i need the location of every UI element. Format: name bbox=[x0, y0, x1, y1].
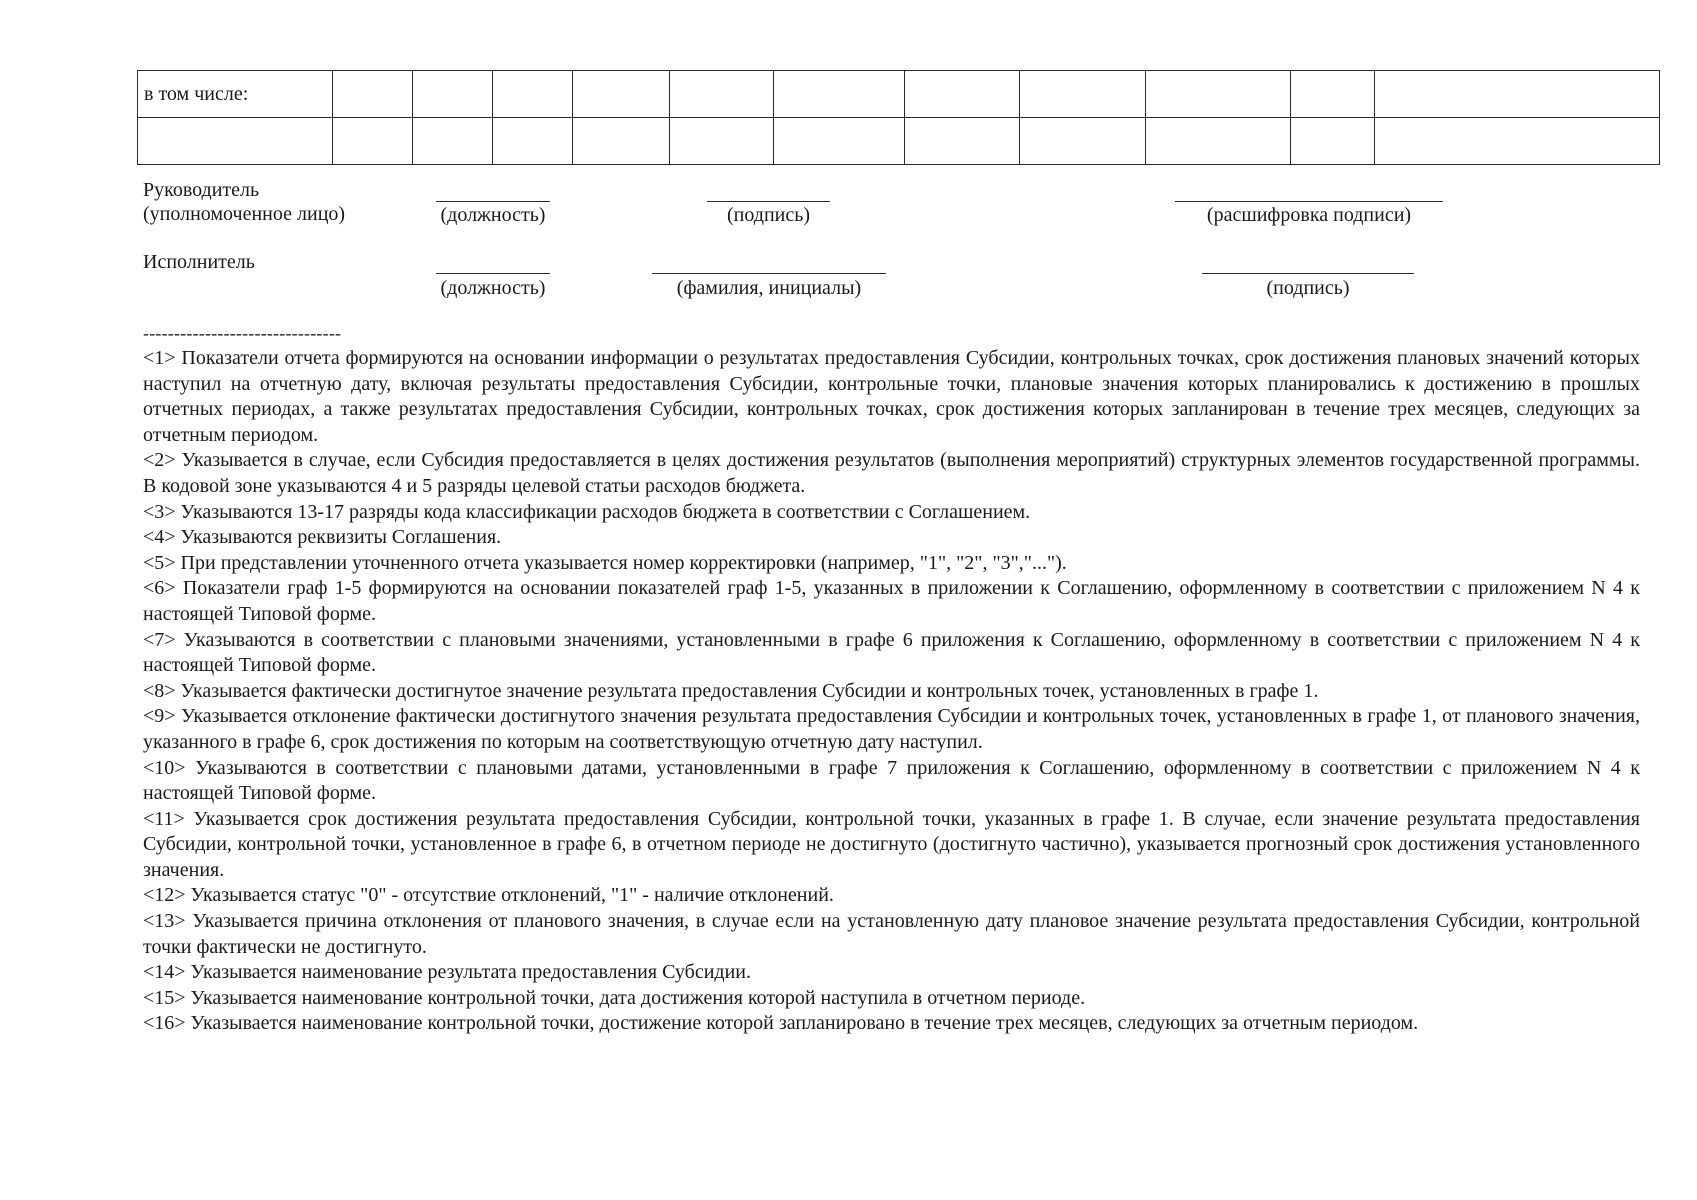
footnote-item: <2> Указывается в случае, если Субсидия предоставляется в целях достижения результатов (выполнения мероприятий) структурных элементов государственной программы. В кодовой зоне указываются 4 и 5 разряды целевой статьи расходов бюджета. bbox=[143, 449, 1640, 497]
footnote-item: <13> Указывается причина отклонения от планового значения, в случае если на установленную дату плановое значение результата предоставления Субсидии, контрольной точки фактически не достигнуто. bbox=[143, 910, 1640, 958]
table-cell bbox=[1375, 71, 1660, 118]
footnote-item: <16> Указывается наименование контрольной точки, достижение которой запланировано в течение трех месяцев, следующих за отчетным периодом. bbox=[143, 1012, 1419, 1035]
table-row bbox=[138, 71, 1660, 118]
head-label-line1: Руководитель bbox=[143, 179, 260, 201]
executor-signature-caption: (подпись) bbox=[1266, 277, 1350, 299]
head-signature-line[interactable] bbox=[707, 201, 830, 202]
head-signature-caption: (подпись) bbox=[726, 204, 811, 226]
footnote-separator: -------------------------------- bbox=[143, 323, 342, 343]
executor-label: Исполнитель bbox=[143, 251, 255, 273]
head-label-line2: (уполномоченное лицо) bbox=[143, 203, 346, 225]
footnote-item: <14> Указывается наименование результата предоставления Субсидии. bbox=[143, 961, 751, 984]
head-position-caption: (должность) bbox=[440, 204, 546, 226]
table-cell bbox=[333, 118, 413, 165]
table-cell bbox=[493, 118, 573, 165]
footnote-item: <12> Указывается статус "0" - отсутствие отклонений, "1" - наличие отклонений. bbox=[143, 884, 834, 907]
table-cell bbox=[413, 71, 493, 118]
executor-name-line[interactable] bbox=[652, 273, 886, 274]
table-cell: в том числе: bbox=[138, 71, 333, 118]
head-position-line[interactable] bbox=[436, 201, 550, 202]
head-decoding-caption: (расшифровка подписи) bbox=[1206, 204, 1412, 226]
report-table bbox=[137, 70, 1660, 165]
footnote-item: <15> Указывается наименование контрольной точки, дата достижения которой наступила в отчетном периоде. bbox=[143, 986, 1086, 1009]
table-cell bbox=[670, 118, 774, 165]
table-cell bbox=[138, 118, 333, 165]
table-cell bbox=[774, 71, 905, 118]
executor-position-caption: (должность) bbox=[440, 277, 546, 299]
footnote-item: <9> Указывается отклонение фактически достигнутого значения результата предоставления Субсидии и контрольных точек, установленных в графе 1, от планового значения, указанного в графе 6, срок достижения по которым на соответствующую отчетную дату наступил. bbox=[143, 705, 1640, 753]
footnote-item: <4> Указываются реквизиты Соглашения. bbox=[143, 526, 502, 549]
footnote-item: <11> Указывается срок достижения результата предоставления Субсидии, контрольной точки, указанных в графе 1. В случае, если значение результата предоставления Субсидии, контрольной точки, установленное в графе 6, в отчетном периоде не достигнуто (достигнуто частично), указывается прогнозный срок достижения установленного значения. bbox=[143, 807, 1640, 881]
head-decoding-line[interactable] bbox=[1175, 201, 1443, 202]
footnote-item: <7> Указываются в соответствии с плановыми значениями, установленными в графе 6 приложения к Соглашению, оформленному в соответствии с приложением N 4 к настоящей Типовой форме. bbox=[143, 628, 1640, 677]
table-body bbox=[138, 71, 1660, 165]
executor-name-caption: (фамилия, инициалы) bbox=[676, 277, 862, 299]
table-cell bbox=[1146, 71, 1291, 118]
table-cell bbox=[670, 71, 774, 118]
table-cell bbox=[493, 71, 573, 118]
table-cell bbox=[1020, 71, 1146, 118]
footnotes bbox=[143, 346, 1640, 1037]
table-cell bbox=[1291, 118, 1375, 165]
footnote-item: <5> При представлении уточненного отчета указывается номер корректировки (например, "1", "2", "3","..."). bbox=[143, 551, 1067, 574]
footnote-item: <10> Указываются в соответствии с плановыми датами, установленными в графе 7 приложения к Соглашению, оформленному в соответствии с приложением N 4 к настоящей Типовой форме. bbox=[143, 756, 1640, 805]
table-cell bbox=[1291, 71, 1375, 118]
table-cell bbox=[1020, 118, 1146, 165]
table-cell bbox=[905, 118, 1020, 165]
executor-signature-line[interactable] bbox=[1202, 273, 1414, 274]
footnote-item: <8> Указывается фактически достигнутое значение результата предоставления Субсидии и контрольных точек, установленных в графе 1. bbox=[143, 679, 1319, 702]
table-row bbox=[138, 118, 1660, 165]
table-cell bbox=[573, 71, 670, 118]
executor-position-line[interactable] bbox=[436, 273, 550, 274]
table-cell bbox=[333, 71, 413, 118]
table-cell bbox=[1375, 118, 1660, 165]
table-cell bbox=[413, 118, 493, 165]
footnote-item: <6> Показатели граф 1-5 формируются на основании показателей граф 1-5, указанных в приложении к Соглашению, оформленному в соответствии с приложением N 4 к настоящей Типовой форме. bbox=[143, 577, 1640, 625]
head-label bbox=[143, 178, 345, 226]
table-cell bbox=[905, 71, 1020, 118]
footnote-item: <1> Показатели отчета формируются на основании информации о результатах предоставления Субсидии, контрольных точках, срок достижения плановых значений которых наступил на отчетную дату, включая результаты предоставления Субсидии, контрольные точки, плановые значения которых планировались к достижению в прошлых отчетных периодах, а также результатах предоставления Субсидии, контрольных точках, срок достижения которых запланирован в течение трех месяцев, следующих за отчетным периодом. bbox=[143, 347, 1640, 446]
footnote-item: <3> Указываются 13-17 разряды кода классификации расходов бюджета в соответствии с Соглашением. bbox=[143, 500, 1031, 523]
table-cell bbox=[573, 118, 670, 165]
table-cell bbox=[1146, 118, 1291, 165]
table-cell bbox=[774, 118, 905, 165]
